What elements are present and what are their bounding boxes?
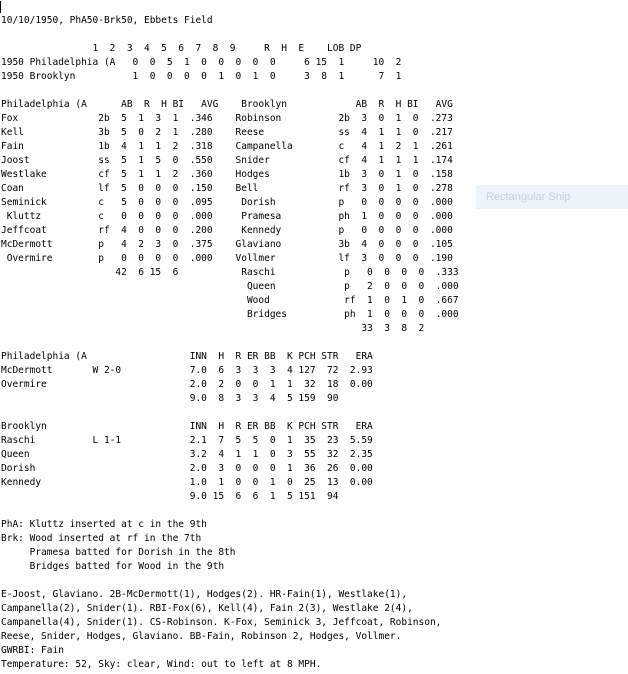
pitching-totals-bkn: 9.0 15 6 6 1 5 151 94 <box>1 491 339 502</box>
weather-line: Temperature: 52, Sky: clear, Wind: out to left at 8 MPH. <box>1 659 322 670</box>
batting-header: Philadelphia (A AB R H BI AVG Brooklyn AB R H BI AVG <box>1 99 453 110</box>
box-score-text[interactable] <box>1 0 459 672</box>
line-score-row-bkn: 1950 Brooklyn 1 0 0 0 0 1 0 1 0 3 8 1 7 1 <box>1 71 402 82</box>
notes-line: E-Joost, Glaviano. 2B-McDermott(1), Hodges(2). HR-Fain(1), Westlake(1), <box>1 589 408 600</box>
pitching-header-bkn: Brooklyn INN H R ER BB K PCH STR ERA <box>1 421 373 432</box>
pitching-row: Kennedy 1.0 1 0 0 1 0 25 13 0.00 <box>1 477 373 488</box>
gwrbi-line: GWRBI: Fain <box>1 645 64 656</box>
line-score-heading: 1 2 3 4 5 6 7 8 9 R H E LOB DP <box>1 43 362 54</box>
pitching-row: Overmire 2.0 2 0 0 1 1 32 18 0.00 <box>1 379 373 390</box>
text-cursor <box>0 1 1 13</box>
batting-row: Westlake cf 5 1 1 2 .360 Hodges 1b 3 0 1 0 .158 <box>1 169 453 180</box>
notes-line: Campanella(2), Snider(1). RBI-Fox(6), Kell(4), Fain 2(3), Westlake 2(4), <box>1 603 413 614</box>
batting-row: Joost ss 5 1 5 0 .550 Snider cf 4 1 1 1 .174 <box>1 155 453 166</box>
batting-row: Kluttz c 0 0 0 0 .000 Pramesa ph 1 0 0 0 .000 <box>1 211 453 222</box>
batting-row: Coan lf 5 0 0 0 .150 Bell rf 3 0 1 0 .278 <box>1 183 453 194</box>
batting-row: Jeffcoat rf 4 0 0 0 .200 Kennedy p 0 0 0 0 .000 <box>1 225 453 236</box>
batting-totals-bkn: 33 3 8 2 <box>1 323 425 334</box>
batting-row: Fox 2b 5 1 3 1 .346 Robinson 2b 3 0 1 0 .273 <box>1 113 453 124</box>
notes-line: Campanella(4), Snider(1). CS-Robinson. K-Fox, Seminick 3, Jeffcoat, Robinson, <box>1 617 442 628</box>
blank-line <box>1 84 459 98</box>
substitution-line: Brk: Wood inserted at rf in the 7th <box>1 533 202 544</box>
pitching-totals-phi: 9.0 8 3 3 4 5 159 90 <box>1 393 339 404</box>
pitching-row: Dorish 2.0 3 0 0 0 1 36 26 0.00 <box>1 463 373 474</box>
batting-row: Kell 3b 5 0 2 1 .280 Reese ss 4 1 1 0 .217 <box>1 127 453 138</box>
batting-row: Overmire p 0 0 0 0 .000 Vollmer lf 3 0 0 0 .190 <box>1 253 453 264</box>
batting-row: Queen p 2 0 0 0 .000 <box>1 281 459 292</box>
blank-line <box>1 574 459 588</box>
notes-line: Reese, Snider, Hodges, Glaviano. BB-Fain, Robinson 2, Hodges, Vollmer. <box>1 631 402 642</box>
blank-line <box>1 336 459 350</box>
header-line: 10/10/1950, PhA50-Brk50, Ebbets Field <box>1 15 213 26</box>
substitution-line: Pramesa batted for Dorish in the 8th <box>1 547 236 558</box>
snip-tooltip <box>476 185 628 209</box>
pitching-row: Queen 3.2 4 1 1 0 3 55 32 2.35 <box>1 449 373 460</box>
blank-line <box>1 504 459 518</box>
line-score-row-phi: 1950 Philadelphia (A 0 0 5 1 0 0 0 0 0 6 15 1 10 2 <box>1 57 402 68</box>
batting-row: Bridges ph 1 0 0 0 .000 <box>1 309 459 320</box>
batting-row: 42 6 15 6 Raschi p 0 0 0 0 .333 <box>1 267 459 278</box>
substitution-line: Bridges batted for Wood in the 9th <box>1 561 225 572</box>
batting-row: Wood rf 1 0 1 0 .667 <box>1 295 459 306</box>
pitching-row: McDermott W 2-0 7.0 6 3 3 3 4 127 72 2.93 <box>1 365 373 376</box>
snip-tooltip-label: Rectangular Snip <box>486 191 571 203</box>
batting-row: Seminick c 5 0 0 0 .095 Dorish p 0 0 0 0 .000 <box>1 197 453 208</box>
batting-row: McDermott p 4 2 3 0 .375 Glaviano 3b 4 0 0 0 .105 <box>1 239 453 250</box>
substitution-line: PhA: Kluttz inserted at c in the 9th <box>1 519 207 530</box>
blank-line <box>1 406 459 420</box>
batting-row: Fain 1b 4 1 1 2 .318 Campanella c 4 1 2 1 .261 <box>1 141 453 152</box>
pitching-row: Raschi L 1-1 2.1 7 5 5 0 1 35 23 5.59 <box>1 435 373 446</box>
pitching-header-phi: Philadelphia (A INN H R ER BB K PCH STR ERA <box>1 351 373 362</box>
blank-line <box>1 28 459 42</box>
